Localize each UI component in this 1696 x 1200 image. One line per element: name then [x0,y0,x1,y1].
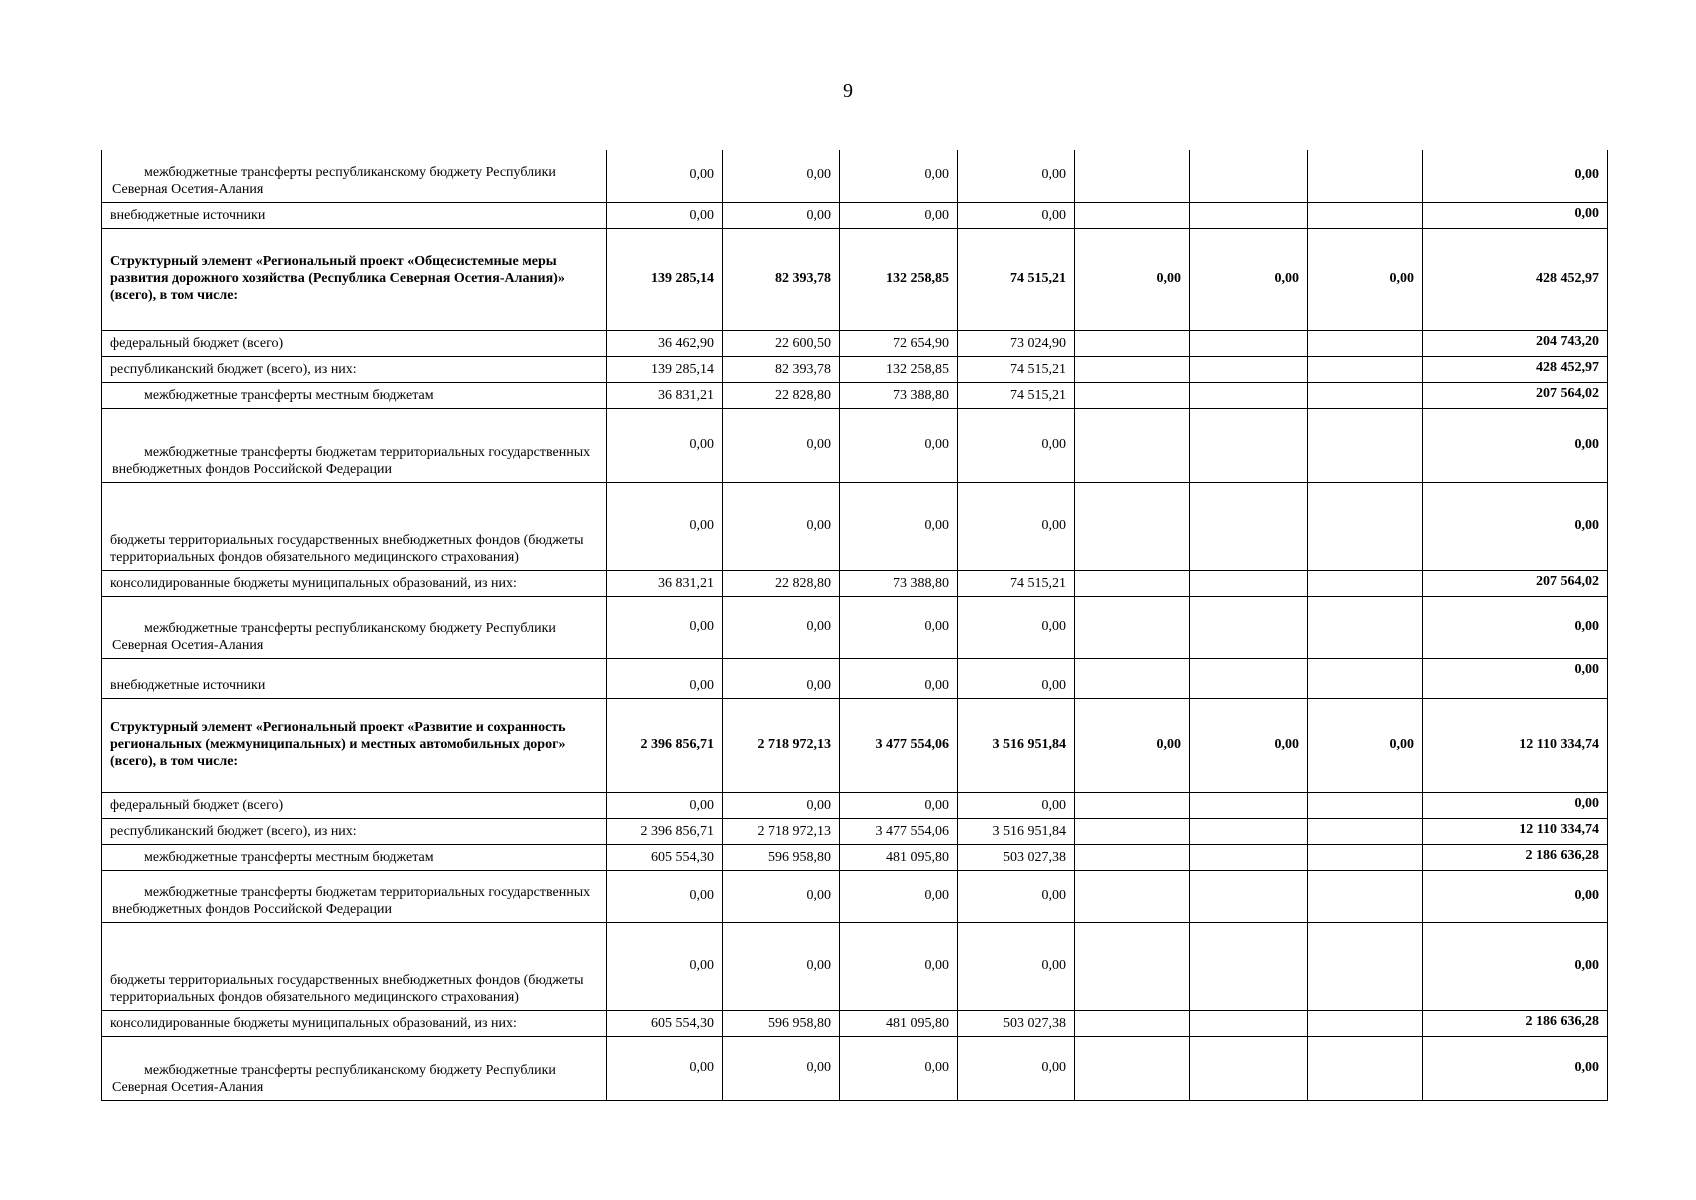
cell-value-col-5: 0,00 [1075,228,1190,330]
cell-value-col-4: 0,00 [958,150,1075,202]
cell-value-col-1: 0,00 [607,792,723,818]
cell-value-col-1: 605 554,30 [607,844,723,870]
cell-value-col-4: 503 027,38 [958,844,1075,870]
cell-value-col-6 [1190,792,1308,818]
cell-value-col-5 [1075,382,1190,408]
cell-value-col-2: 22 600,50 [723,330,840,356]
cell-value-col-3: 73 388,80 [840,570,958,596]
row-label [102,698,607,792]
cell-value-col-5 [1075,792,1190,818]
row-label [102,792,607,818]
cell-value-col-7 [1308,570,1423,596]
cell-value-col-7 [1308,844,1423,870]
cell-value-col-6 [1190,596,1308,658]
cell-value-col-1: 0,00 [607,922,723,1010]
cell-value-col-1: 36 462,90 [607,330,723,356]
row-label-text: республиканский бюджет (всего), из них: [110,823,357,839]
row-label-text: межбюджетные трансферты республиканскому бюджету Республики Северная Осетия-Алания [112,620,556,653]
cell-value-col-2: 82 393,78 [723,356,840,382]
cell-value-col-7 [1308,408,1423,482]
cell-total: 207 564,02 [1423,570,1608,596]
cell-value-col-7 [1308,792,1423,818]
cell-value-col-7 [1308,330,1423,356]
table-row [102,1036,1608,1100]
row-label [102,228,607,330]
cell-value-col-2: 0,00 [723,150,840,202]
row-label-text: федеральный бюджет (всего) [110,797,284,813]
cell-value-col-6: 0,00 [1190,698,1308,792]
cell-value-col-7 [1308,596,1423,658]
cell-value-col-5 [1075,596,1190,658]
cell-value-col-5: 0,00 [1075,698,1190,792]
cell-value-col-1: 0,00 [607,202,723,228]
row-label [102,202,607,228]
cell-value-col-7 [1308,1010,1423,1036]
cell-value-col-1: 0,00 [607,482,723,570]
row-label-text: межбюджетные трансферты бюджетам территориальных государственных внебюджетных фондов Российской Федерации [112,444,591,477]
budget-table [101,150,1608,1101]
cell-value-col-1: 0,00 [607,870,723,922]
cell-value-col-6 [1190,356,1308,382]
cell-total: 0,00 [1423,482,1608,570]
cell-value-col-6 [1190,570,1308,596]
cell-value-col-6 [1190,482,1308,570]
cell-value-col-4: 0,00 [958,658,1075,698]
cell-value-col-3: 0,00 [840,658,958,698]
cell-value-col-3: 0,00 [840,596,958,658]
cell-value-col-1: 0,00 [607,408,723,482]
cell-total: 2 186 636,28 [1423,844,1608,870]
row-label [102,818,607,844]
table-body [102,150,1608,1100]
cell-value-col-4: 0,00 [958,922,1075,1010]
cell-value-col-3: 0,00 [840,150,958,202]
table-row [102,150,1608,202]
cell-value-col-2: 2 718 972,13 [723,818,840,844]
row-label [102,658,607,698]
row-label-text: федеральный бюджет (всего) [110,335,284,351]
row-label-text: межбюджетные трансферты местным бюджетам [144,849,434,865]
cell-value-col-5 [1075,844,1190,870]
cell-total: 204 743,20 [1423,330,1608,356]
table-row [102,570,1608,596]
row-label [102,596,607,658]
cell-value-col-6 [1190,870,1308,922]
cell-value-col-3: 0,00 [840,870,958,922]
cell-value-col-5 [1075,330,1190,356]
cell-value-col-5 [1075,658,1190,698]
cell-value-col-1: 0,00 [607,596,723,658]
row-label [102,382,607,408]
cell-value-col-3: 0,00 [840,1036,958,1100]
cell-total: 428 452,97 [1423,356,1608,382]
row-label-text: внебюджетные источники [110,677,266,693]
table-row [102,382,1608,408]
row-label [102,482,607,570]
table-row [102,408,1608,482]
cell-value-col-1: 36 831,21 [607,570,723,596]
cell-value-col-4: 0,00 [958,596,1075,658]
cell-value-col-3: 132 258,85 [840,228,958,330]
row-label [102,922,607,1010]
cell-value-col-4: 503 027,38 [958,1010,1075,1036]
cell-value-col-3: 0,00 [840,922,958,1010]
cell-value-col-2: 2 718 972,13 [723,698,840,792]
table-row [102,202,1608,228]
cell-value-col-7: 0,00 [1308,698,1423,792]
row-label-text: бюджеты территориальных государственных внебюджетных фондов (бюджеты территориальных фондов обязательного медицинского страхования) [110,532,584,565]
cell-value-col-5 [1075,482,1190,570]
table-row [102,922,1608,1010]
cell-value-col-6 [1190,150,1308,202]
row-label-text: консолидированные бюджеты муниципальных образований, из них: [110,1015,517,1031]
cell-value-col-2: 22 828,80 [723,570,840,596]
cell-value-col-4: 0,00 [958,1036,1075,1100]
row-label [102,1010,607,1036]
cell-value-col-2: 22 828,80 [723,382,840,408]
cell-value-col-4: 0,00 [958,792,1075,818]
cell-value-col-6 [1190,818,1308,844]
cell-value-col-3: 0,00 [840,482,958,570]
row-label-text: межбюджетные трансферты бюджетам территориальных государственных внебюджетных фондов Российской Федерации [112,884,591,917]
cell-value-col-7 [1308,202,1423,228]
row-label-text: республиканский бюджет (всего), из них: [110,361,357,377]
cell-value-col-6 [1190,382,1308,408]
cell-value-col-6 [1190,844,1308,870]
cell-value-col-2: 0,00 [723,408,840,482]
row-label-text: межбюджетные трансферты республиканскому бюджету Республики Северная Осетия-Алания [112,164,556,197]
cell-value-col-5 [1075,150,1190,202]
table-row [102,792,1608,818]
cell-value-col-4: 0,00 [958,482,1075,570]
cell-total: 12 110 334,74 [1423,698,1608,792]
table-row [102,1010,1608,1036]
cell-value-col-2: 0,00 [723,202,840,228]
cell-value-col-4: 0,00 [958,202,1075,228]
cell-value-col-7: 0,00 [1308,228,1423,330]
cell-value-col-1: 0,00 [607,150,723,202]
cell-value-col-1: 2 396 856,71 [607,698,723,792]
cell-value-col-4: 0,00 [958,408,1075,482]
row-label-text: Структурный элемент «Региональный проект «Развитие и сохранность региональных (межмуниципальных) и местных автомобильных дорог» (всего), в том числе: [110,719,566,769]
cell-value-col-3: 481 095,80 [840,1010,958,1036]
table-row-structural-element [102,698,1608,792]
cell-value-col-1: 0,00 [607,1036,723,1100]
cell-total: 0,00 [1423,150,1608,202]
table-row [102,356,1608,382]
row-label [102,408,607,482]
cell-value-col-5 [1075,570,1190,596]
cell-value-col-1: 139 285,14 [607,356,723,382]
cell-value-col-2: 596 958,80 [723,844,840,870]
cell-value-col-5 [1075,356,1190,382]
table-row [102,596,1608,658]
cell-total: 0,00 [1423,870,1608,922]
cell-value-col-2: 82 393,78 [723,228,840,330]
row-label-text: консолидированные бюджеты муниципальных образований, из них: [110,575,517,591]
cell-value-col-4: 73 024,90 [958,330,1075,356]
cell-value-col-2: 0,00 [723,922,840,1010]
cell-value-col-5 [1075,408,1190,482]
cell-value-col-4: 3 516 951,84 [958,818,1075,844]
cell-value-col-2: 0,00 [723,596,840,658]
row-label [102,1036,607,1100]
cell-value-col-6 [1190,408,1308,482]
cell-value-col-7 [1308,150,1423,202]
page-number: 9 [843,80,853,102]
cell-value-col-1: 36 831,21 [607,382,723,408]
cell-total: 0,00 [1423,1036,1608,1100]
cell-value-col-3: 73 388,80 [840,382,958,408]
cell-value-col-7 [1308,658,1423,698]
cell-total: 207 564,02 [1423,382,1608,408]
cell-value-col-4: 0,00 [958,870,1075,922]
table-row [102,658,1608,698]
cell-total: 0,00 [1423,202,1608,228]
cell-total: 0,00 [1423,408,1608,482]
cell-value-col-6 [1190,202,1308,228]
cell-value-col-1: 0,00 [607,658,723,698]
table-row [102,870,1608,922]
cell-value-col-7 [1308,870,1423,922]
cell-value-col-3: 3 477 554,06 [840,818,958,844]
cell-value-col-1: 2 396 856,71 [607,818,723,844]
cell-value-col-7 [1308,1036,1423,1100]
cell-value-col-2: 0,00 [723,1036,840,1100]
cell-value-col-2: 0,00 [723,482,840,570]
cell-value-col-2: 596 958,80 [723,1010,840,1036]
cell-value-col-5 [1075,818,1190,844]
cell-value-col-6 [1190,922,1308,1010]
table-row [102,844,1608,870]
row-label [102,330,607,356]
cell-value-col-2: 0,00 [723,792,840,818]
table-row [102,818,1608,844]
table-row-structural-element [102,228,1608,330]
cell-value-col-7 [1308,818,1423,844]
cell-value-col-6 [1190,330,1308,356]
cell-value-col-6 [1190,658,1308,698]
cell-value-col-1: 139 285,14 [607,228,723,330]
cell-value-col-4: 74 515,21 [958,356,1075,382]
cell-value-col-4: 74 515,21 [958,228,1075,330]
row-label-text: Структурный элемент «Региональный проект «Общесистемные меры развития дорожного хозяйства (Республика Северная Осетия-Алания)» (всего), в том числе: [110,253,565,303]
table-row [102,330,1608,356]
cell-value-col-3: 0,00 [840,792,958,818]
cell-value-col-6: 0,00 [1190,228,1308,330]
cell-value-col-2: 0,00 [723,658,840,698]
cell-total: 0,00 [1423,792,1608,818]
cell-total: 0,00 [1423,658,1608,698]
table-row [102,482,1608,570]
cell-total: 2 186 636,28 [1423,1010,1608,1036]
cell-value-col-3: 72 654,90 [840,330,958,356]
row-label-text: межбюджетные трансферты местным бюджетам [144,387,434,403]
cell-value-col-5 [1075,202,1190,228]
cell-total: 428 452,97 [1423,228,1608,330]
row-label-text: межбюджетные трансферты республиканскому бюджету Республики Северная Осетия-Алания [112,1062,556,1095]
cell-value-col-5 [1075,870,1190,922]
row-label [102,570,607,596]
cell-value-col-6 [1190,1036,1308,1100]
row-label-text: внебюджетные источники [110,207,266,223]
cell-value-col-3: 481 095,80 [840,844,958,870]
cell-total: 0,00 [1423,922,1608,1010]
row-label-text: бюджеты территориальных государственных внебюджетных фондов (бюджеты территориальных фондов обязательного медицинского страхования) [110,972,584,1005]
cell-value-col-2: 0,00 [723,870,840,922]
cell-value-col-5 [1075,1036,1190,1100]
cell-value-col-7 [1308,482,1423,570]
row-label [102,356,607,382]
cell-total: 12 110 334,74 [1423,818,1608,844]
cell-value-col-7 [1308,382,1423,408]
row-label [102,844,607,870]
cell-value-col-3: 3 477 554,06 [840,698,958,792]
row-label [102,150,607,202]
cell-value-col-4: 3 516 951,84 [958,698,1075,792]
cell-value-col-3: 132 258,85 [840,356,958,382]
cell-value-col-7 [1308,922,1423,1010]
cell-value-col-6 [1190,1010,1308,1036]
row-label [102,870,607,922]
cell-value-col-5 [1075,922,1190,1010]
cell-total: 0,00 [1423,596,1608,658]
cell-value-col-5 [1075,1010,1190,1036]
cell-value-col-1: 605 554,30 [607,1010,723,1036]
cell-value-col-4: 74 515,21 [958,382,1075,408]
cell-value-col-7 [1308,356,1423,382]
cell-value-col-3: 0,00 [840,408,958,482]
cell-value-col-4: 74 515,21 [958,570,1075,596]
cell-value-col-3: 0,00 [840,202,958,228]
